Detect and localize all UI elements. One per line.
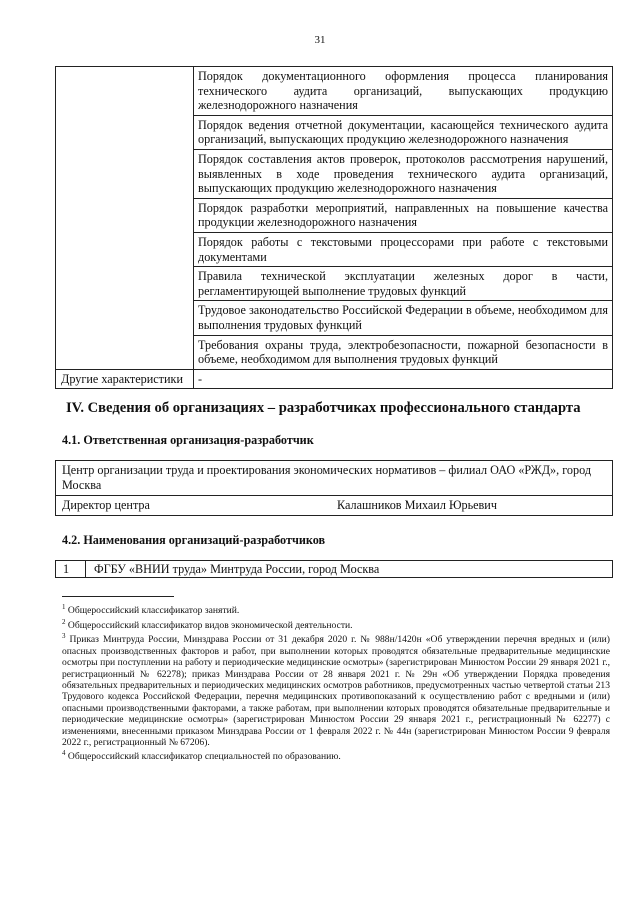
footnote-mark: 1 bbox=[62, 603, 66, 611]
footnote bbox=[62, 748, 610, 763]
subsection-developers-title: 4.2. Наименования организаций-разработчиков bbox=[62, 533, 326, 547]
required-knowledge-table bbox=[55, 66, 613, 389]
footnote-mark: 3 bbox=[62, 632, 66, 641]
developer-number: 1 bbox=[56, 561, 86, 577]
director-name: Калашников Михаил Юрьевич bbox=[337, 498, 497, 512]
footnote bbox=[62, 631, 610, 748]
footnotes bbox=[62, 602, 610, 763]
knowledge-item: Порядок разработки мероприятий, направленных на повышение качества продукции железнодорожного назначения bbox=[194, 198, 613, 232]
responsible-organization-box bbox=[55, 460, 613, 516]
footnote bbox=[62, 617, 610, 632]
developer-row bbox=[55, 560, 613, 578]
page-number: 31 bbox=[314, 34, 326, 46]
table-row bbox=[56, 369, 613, 389]
knowledge-item: Порядок составления актов проверок, протоколов рассмотрения нарушений, выявленных в ходе проведения технического аудита организаций, выпускающих продукцию железнодорожного назначения bbox=[194, 149, 613, 198]
knowledge-item: Порядок ведения отчетной документации, касающейся технического аудита организаций, выпускающих продукцию железнодорожного назначения bbox=[194, 115, 613, 149]
footnote-text: Общероссийский классификатор видов экономической деятельности. bbox=[67, 619, 353, 631]
director-row bbox=[56, 495, 612, 515]
footnote-mark: 4 bbox=[62, 749, 66, 758]
footnote-text: Приказ Минтруда России, Минздрава России от 31 декабря 2020 г. № 988н/1420н «Об утверждении перечня вредных и (или) опасных производственных факторов и работ, при выполнении которых проводятся обязательные предварительные медицинские осмотры при поступлении на работу и периодические медицинские осмотры» (зарегистрирован Минюстом России 29 января 2021 г., регистрационный № 62278); приказ Минздрава России от 28 января 2021 г. № 29н «Об утверждении Порядка проведения обязательных предварительных и периодических медицинских осмотров работников, предусмотренных частью четвертой статьи 213 Трудового кодекса Российской Федерации, перечня медицинских противопоказаний к осуществлению работ с вредными и (или) опасными производственными факторами, а также работам, при выполнении которых проводятся обязательные предварительные и периодические медицинские осмотры» (зарегистрирован Минюстом России 29 января 2021 г., регистрационный № 62277) с изменениями, внесенными приказом Минздрава России от 1 февраля 2022 г. № 44н (зарегистрирован Минюстом России 9 февраля 2022 г., регистрационный № 67206). bbox=[62, 634, 610, 749]
empty-label-cell bbox=[56, 67, 194, 370]
table-row bbox=[56, 67, 613, 116]
section-title: IV. Сведения об организациях – разработчиках профессионального стандарта bbox=[66, 400, 581, 416]
knowledge-item: Порядок документационного оформления процесса планирования технического аудита организаций, выпускающих продукцию железнодорожного назначения bbox=[194, 67, 613, 116]
developer-name: ФГБУ «ВНИИ труда» Минтруда России, город Москва bbox=[94, 562, 380, 576]
knowledge-item: Правила технической эксплуатации железных дорог в части, регламентирующей выполнение трудовых функций bbox=[194, 267, 613, 301]
other-characteristics-label: Другие характеристики bbox=[56, 369, 194, 389]
knowledge-item: Порядок работы с текстовыми процессорами при работе с текстовыми документами bbox=[194, 232, 613, 266]
footnote bbox=[62, 602, 610, 617]
subsection-responsible-title: 4.1. Ответственная организация-разработчик bbox=[62, 433, 314, 447]
knowledge-item: Трудовое законодательство Российской Федерации в объеме, необходимом для выполнения трудовых функций bbox=[194, 301, 613, 335]
knowledge-item: Требования охраны труда, электробезопасности, пожарной безопасности в объеме, необходимом для выполнения трудовых функций bbox=[194, 335, 613, 369]
footnote-text: Общероссийский классификатор занятий. bbox=[67, 605, 240, 617]
footnote-mark: 2 bbox=[62, 617, 66, 626]
footnote-text: Общероссийский классификатор специальностей по образованию. bbox=[67, 751, 341, 763]
organization-name: Центр организации труда и проектирования экономических нормативов – филиал ОАО «РЖД», город Москва bbox=[62, 463, 592, 492]
director-position: Директор центра bbox=[62, 498, 150, 512]
other-characteristics-value: - bbox=[194, 369, 613, 389]
footnote-divider bbox=[62, 596, 174, 597]
